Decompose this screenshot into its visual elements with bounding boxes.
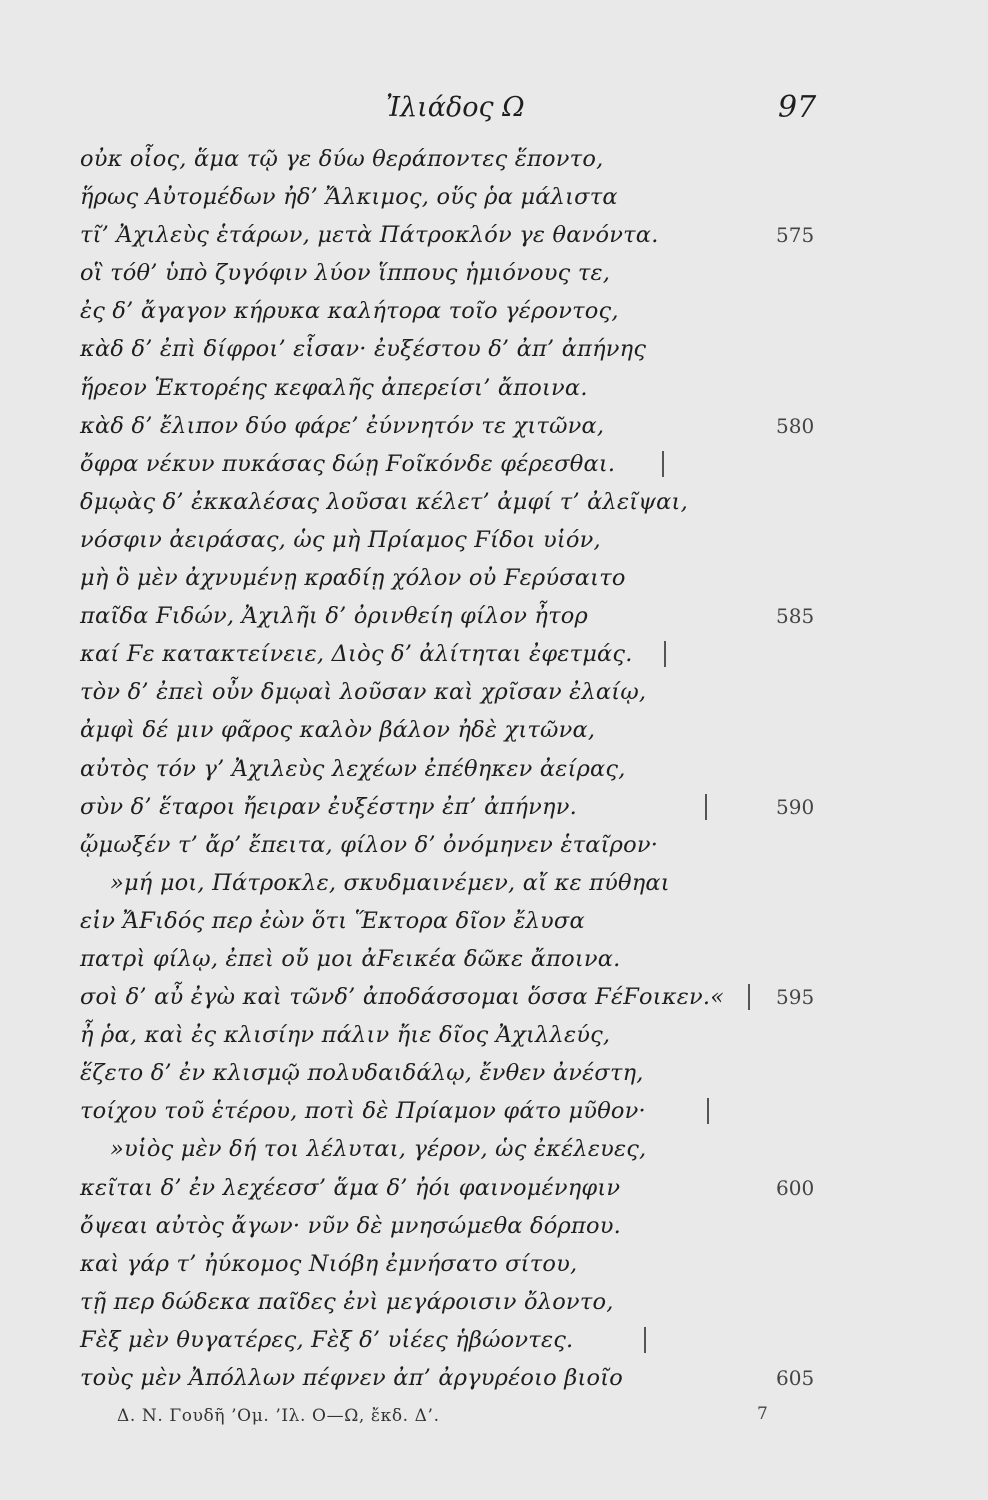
verse-text: σὺν δ’ ἕταροι ἤειραν ἐυξέστην ἐπ’ ἀπήνην. [80, 793, 577, 820]
verse-text: καὶ γάρ τ’ ἠύκομος Νιόβη ἐμνήσατο σίτου, [80, 1250, 578, 1277]
verse-text: ὄφρα νέκυν πυκάσας δώῃ Ϝοῖκόνδε φέρεσθαι. [80, 450, 616, 477]
verse-text: κὰδ δ’ ἔλιπον δύο φάρε’ ἐύννητόν τε χιτῶνα, [80, 412, 605, 439]
footer-imprint: Δ. Ν. Γουδῆ ’Ομ. ’Ιλ. Ο—Ω, ἔκδ. Δ’. [117, 1406, 440, 1426]
verse-text: νόσφιν ἀειράσας, ὡς μὴ Πρίαμος Ϝίδοι υἱόν, [80, 526, 601, 553]
verse-text: μὴ ὃ μὲν ἀχνυμένῃ κραδίῃ χόλον οὐ Ϝερύσαιτο [80, 565, 626, 592]
caesura-mark [644, 1327, 646, 1353]
verse-line [0, 940, 988, 978]
verse-text: δμῳὰς δ’ ἐκκαλέσας λοῦσαι κέλετ’ ἀμφί τ’ ἀλεῖψαι, [80, 488, 688, 515]
verse-line [0, 864, 988, 902]
verse-line [0, 635, 988, 673]
verse-text: παῖδα Ϝιδών, Ἀχιλῆι δ’ ὀρινθείη φίλον ἦτορ [80, 603, 588, 630]
verse-line [0, 407, 988, 445]
verse-text: κὰδ δ’ ἐπὶ δίφροι’ εἷσαν· ἐυξέστου δ’ ἀπ’ ἀπήνης [80, 336, 647, 363]
caesura-mark [662, 451, 664, 477]
verse-number: 585 [776, 604, 815, 629]
verse-line [0, 1207, 988, 1245]
verse-line [0, 1245, 988, 1283]
caesura-mark [664, 641, 666, 667]
verse-text: καί Ϝε κατακτείνειε, Διὸς δ’ ἀλίτηται ἐφετμάς. [80, 641, 633, 668]
verse-text: εἰν ἌϜιδός περ ἐὼν ὅτι Ἕκτορα δῖον ἔλυσα [80, 907, 585, 934]
verse-text: ἐς δ’ ἄγαγον κήρυκα καλήτορα τοῖο γέροντος, [80, 298, 619, 325]
caesura-mark [748, 984, 750, 1010]
running-head [0, 88, 988, 128]
verse-line [0, 292, 988, 330]
verse-line [0, 369, 988, 407]
verse-line [0, 521, 988, 559]
book-title: Ἰλιάδος Ω [386, 92, 525, 123]
page-number: 97 [778, 90, 817, 125]
verse-text: ἦ ῥα, καὶ ἐς κλισίην πάλιν ἤιε δῖος Ἀχιλλεύς, [80, 1022, 611, 1049]
verse-text: ᾤμωξέν τ’ ἄρ’ ἔπειτα, φίλον δ’ ὀνόμηνεν ἑταῖρον· [80, 831, 659, 858]
verse-text: ὄψεαι αὐτὸς ἄγων· νῦν δὲ μνησώμεθα δόρπου. [80, 1212, 621, 1239]
printer-signature: 7 [757, 1404, 768, 1424]
verse-text: οἳ τόθ’ ὑπὸ ζυγόφιν λύον ἵππους ἡμιόνους τε, [80, 260, 611, 287]
verse-text: σοὶ δ’ αὖ ἐγὼ καὶ τῶνδ’ ἀποδάσσομαι ὅσσα ϜέϜοικεν.« [80, 984, 725, 1011]
verse-text: τοίχου τοῦ ἑτέρου, ποτὶ δὲ Πρίαμον φάτο μῦθον· [80, 1098, 646, 1125]
verse-text: πατρὶ φίλῳ, ἐπεὶ οὔ μοι ἀϜεικέα δῶκε ἄποινα. [80, 945, 621, 972]
verse-line [0, 673, 988, 711]
verse-line [0, 902, 988, 940]
verse-text: τῇ περ δώδεκα παῖδες ἐνὶ μεγάροισιν ὄλοντο, [80, 1288, 614, 1315]
verse-block [0, 140, 988, 1397]
verse-line [0, 1016, 988, 1054]
verse-line [0, 178, 988, 216]
verse-line [0, 559, 988, 597]
caesura-mark [707, 1098, 709, 1124]
verse-line [0, 1092, 988, 1130]
verse-line [0, 1359, 988, 1397]
verse-line [0, 711, 988, 749]
verse-line [0, 978, 988, 1016]
verse-line [0, 597, 988, 635]
verse-line [0, 483, 988, 521]
verse-line [0, 1130, 988, 1168]
verse-line [0, 1169, 988, 1207]
verse-line [0, 445, 988, 483]
verse-line [0, 750, 988, 788]
verse-text: τὸν δ’ ἐπεὶ οὖν δμῳαὶ λοῦσαν καὶ χρῖσαν ἐλαίῳ, [80, 679, 647, 706]
verse-line [0, 216, 988, 254]
verse-text: κεῖται δ’ ἐν λεχέεσσ’ ἅμα δ’ ἠόι φαινομένηφιν [80, 1174, 621, 1201]
verse-text: ἥρεον Ἑκτορέης κεφαλῆς ἀπερείσι’ ἄποινα. [80, 374, 588, 401]
verse-line [0, 1321, 988, 1359]
verse-number: 580 [776, 413, 815, 438]
verse-number: 605 [776, 1366, 815, 1390]
verse-text: ἀμφὶ δέ μιν φᾶρος καλὸν βάλον ἠδὲ χιτῶνα, [80, 717, 596, 744]
verse-text: »μή μοι, Πάτροκλε, σκυδμαινέμεν, αἴ κε πύθηαι [110, 869, 670, 896]
verse-line [0, 1054, 988, 1092]
verse-number: 575 [776, 223, 815, 248]
verse-text: ἕζετο δ’ ἐν κλισμῷ πολυδαιδάλῳ, ἔνθεν ἀνέστη, [80, 1060, 644, 1087]
verse-number: 600 [776, 1175, 815, 1200]
verse-text: Ϝὲξ μὲν θυγατέρες, Ϝὲξ δ’ υἱέες ἡβώοντες. [80, 1326, 574, 1353]
verse-line [0, 330, 988, 368]
verse-line [0, 826, 988, 864]
verse-line [0, 254, 988, 292]
verse-line [0, 140, 988, 178]
caesura-mark [705, 794, 707, 820]
verse-text: τῖ’ Ἀχιλεὺς ἑτάρων, μετὰ Πάτροκλόν γε θανόντα. [80, 222, 659, 249]
verse-text: ἥρως Αὐτομέδων ἠδ’ Ἄλκιμος, οὕς ῥα μάλιστα [80, 184, 618, 211]
verse-number: 595 [776, 985, 815, 1010]
verse-text: αὐτὸς τόν γ’ Ἀχιλεὺς λεχέων ἐπέθηκεν ἀείρας, [80, 755, 626, 782]
verse-text: »υἱὸς μὲν δή τοι λέλυται, γέρον, ὡς ἐκέλευες, [110, 1136, 647, 1163]
verse-number: 590 [776, 794, 815, 819]
verse-text: τοὺς μὲν Ἀπόλλων πέφνεν ἀπ’ ἀργυρέοιο βιοῖο [80, 1365, 623, 1391]
verse-line [0, 1283, 988, 1321]
verse-line [0, 788, 988, 826]
verse-text: οὐκ οἶος, ἅμα τῷ γε δύω θεράποντες ἕποντο, [80, 146, 604, 172]
